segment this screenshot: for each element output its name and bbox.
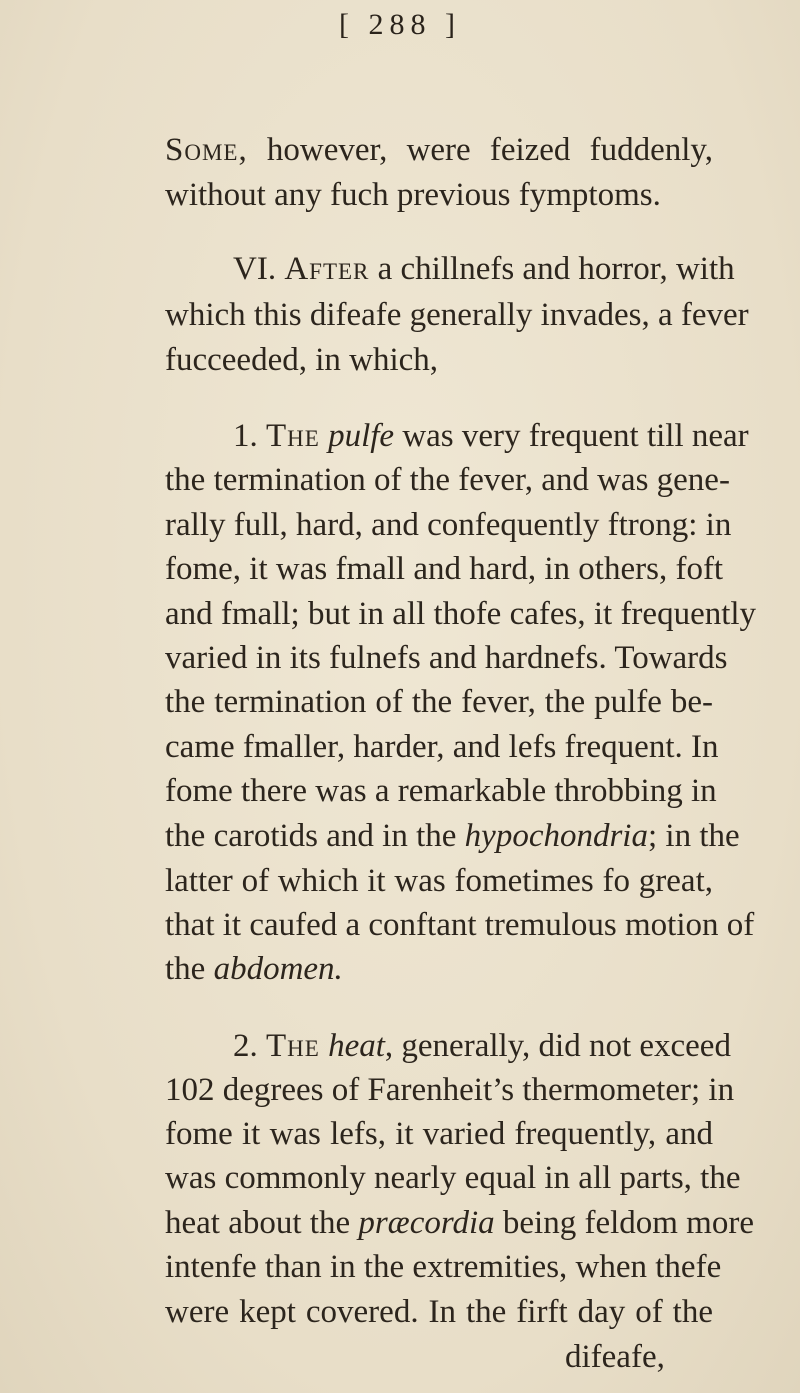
text-run: that it caufed a conftant tremulous motion of [165,907,755,943]
text-line [165,1203,754,1243]
small-caps-word: Some, [165,132,248,168]
italic-word: hypochondria [464,818,648,854]
text-line [165,682,713,722]
text-line [165,816,740,856]
text-run: , generally, did not exceed [384,1028,731,1064]
text-line [165,175,661,215]
text-line [165,340,485,380]
text-run: the [165,951,214,987]
text-line [165,638,728,678]
text-run: the termination of the fever, and was gene- [165,462,730,498]
text-run: varied in its fulnefs and hardnefs. Towards [165,640,728,676]
text-run: were kept covered. In the firft day of the [165,1294,713,1330]
text-line [233,249,735,289]
text-line [165,905,755,945]
text-run: 2. [233,1028,266,1064]
text-line [165,771,717,811]
text-run: intenfe than in the extremities, when thefe [165,1249,722,1285]
italic-word: pulfe [328,418,395,454]
text-run: fome, it was fmall and hard, in others, foft [165,551,724,587]
text-run: VI. [233,251,285,287]
text-line [165,1114,713,1154]
text-run: heat about the [165,1205,359,1241]
italic-word: abdomen. [213,951,343,987]
text-run: however, were feized fuddenly, [247,132,713,168]
text-run: rally full, hard, and confequently ftrong: in [165,507,732,543]
text-line [165,1070,735,1110]
text-run: the termination of the fever, the pulfe be- [165,684,713,720]
text-line [165,295,749,335]
text-line [565,1337,713,1377]
text-run: came fmaller, harder, and lefs frequent. In [165,729,719,765]
text-run [320,418,328,454]
small-caps-word: After [284,251,370,287]
text-run: and fmall; but in all thofe cafes, it frequently [165,596,757,632]
text-line [165,1158,741,1198]
text-run: ; in the [647,818,740,854]
text-run: a chillnefs and horror, with [369,251,735,287]
small-caps-word: The [266,418,320,454]
italic-word: præcordia [358,1205,495,1241]
text-line [165,1247,722,1287]
text-line [165,594,757,634]
text-run: fucceeded, in which, [165,342,439,378]
text-line [233,1026,731,1066]
text-line [165,861,713,901]
text-line [233,416,749,456]
text-run: without any fuch previous fymptoms. [165,177,661,213]
text-run: which this difeafe generally invades, a fever [165,297,749,333]
text-run: difeafe, [565,1339,665,1375]
text-line [165,505,732,545]
text-run: being feldom more [494,1205,754,1241]
small-caps-word: The [266,1028,320,1064]
text-run: was commonly nearly equal in all parts, the [165,1160,741,1196]
text-line [165,949,385,989]
text-line [165,1292,713,1332]
text-line [165,549,724,589]
page-number: [ 288 ] [339,8,461,41]
text-run: 1. [233,418,266,454]
italic-word: heat [328,1028,385,1064]
text-run: fome it was lefs, it varied frequently, and [165,1116,713,1152]
text-line [165,727,719,767]
text-line [165,460,730,500]
text-run: fome there was a remarkable throbbing in [165,773,717,809]
text-run: latter of which it was fometimes fo great, [165,863,713,899]
text-run: the carotids and in the [165,818,465,854]
text-line [165,130,713,170]
text-run: was very frequent till near [394,418,749,454]
text-run [320,1028,328,1064]
text-run: 102 degrees of Farenheit’s thermometer; in [165,1072,735,1108]
